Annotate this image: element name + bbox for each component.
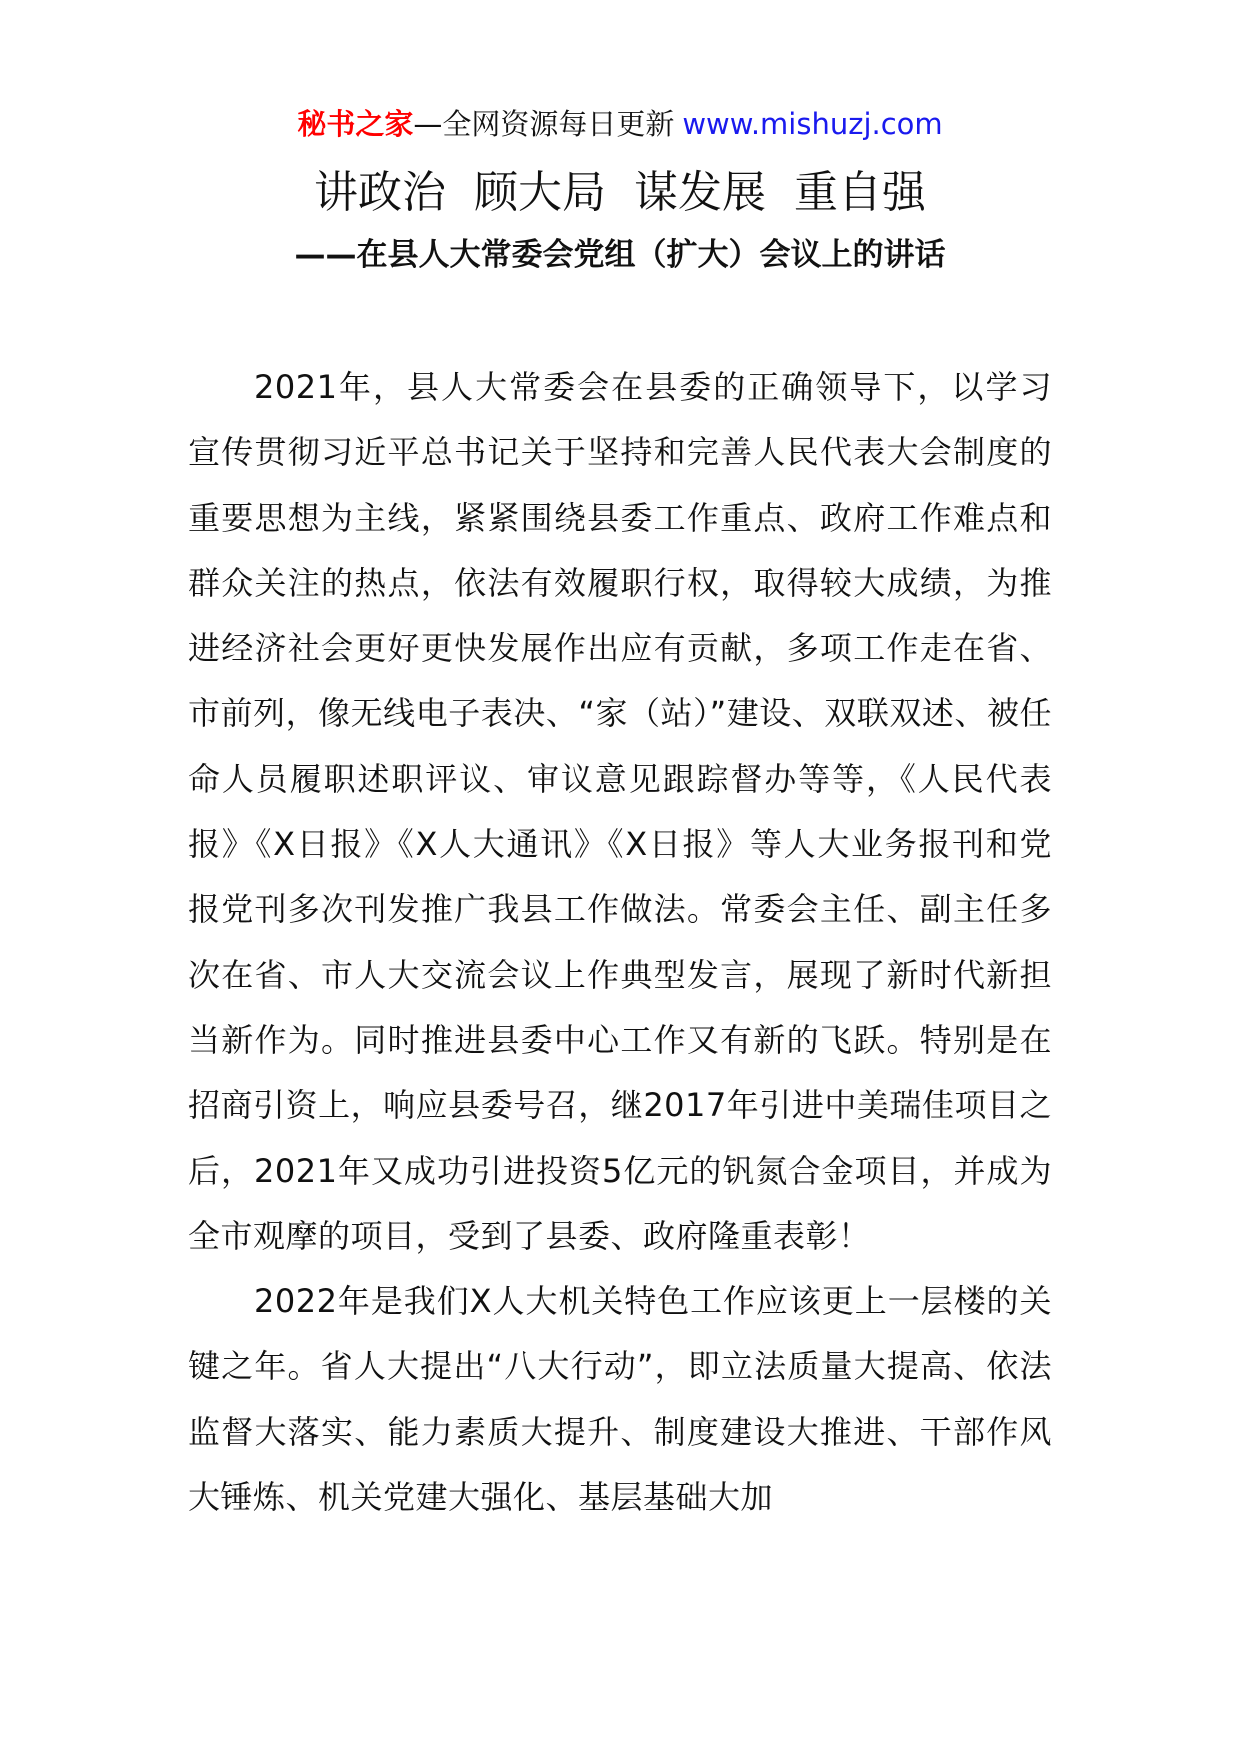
document-body (188, 355, 1052, 1530)
document-subtitle: ——在县人大常委会党组（扩大）会议上的讲话 (294, 237, 946, 273)
brand-name: 秘书之家 (297, 107, 414, 141)
header-slogan: —全网资源每日更新 (413, 107, 675, 141)
paragraph-2: 2022年是我们X人大机关特色工作应该更上一层楼的关键之年。省人大提出“八大行动”，即立法质量大提高、依法监督大落实、能力素质大提升、制度建设大推进、干部作风大锤炼、机关党建大强化、基层基础大加 (188, 1282, 1052, 1517)
document-title: 讲政治 顾大局 谋发展 重自强 (314, 167, 926, 218)
paragraph-1: 2021年，县人大常委会在县委的正确领导下，以学习宣传贯彻习近平总书记关于坚持和完善人民代表大会制度的重要思想为主线，紧紧围绕县委工作重点、政府工作难点和群众关注的热点，依法有效履职行权，取得较大成绩，为推进经济社会更好更快发展作出应有贡献，多项工作走在省、市前列，像无线电子表决、“家（站）”建设、双联双述、被任命人员履职述职评议、审议意见跟踪督办等等，《人民代表报》《X日报》《X人大通讯》《X日报》等人大业务报刊和党报党刊多次刊发推广我县工作做法。常委会主任、副主任多次在省、市人大交流会议上作典型发言，展现了新时代新担当新作为。同时推进县委中心工作又有新的飞跃。特别是在招商引资上，响应县委号召，继2017年引进中美瑞佳项目之后，2021年又成功引进投资5亿元的钒氮合金项目，并成为全市观摩的项目，受到了县委、政府隆重表彰！ (188, 368, 1052, 1255)
site-url-link[interactable]: www.mishuzj.com (682, 107, 943, 141)
site-header (0, 104, 1240, 144)
